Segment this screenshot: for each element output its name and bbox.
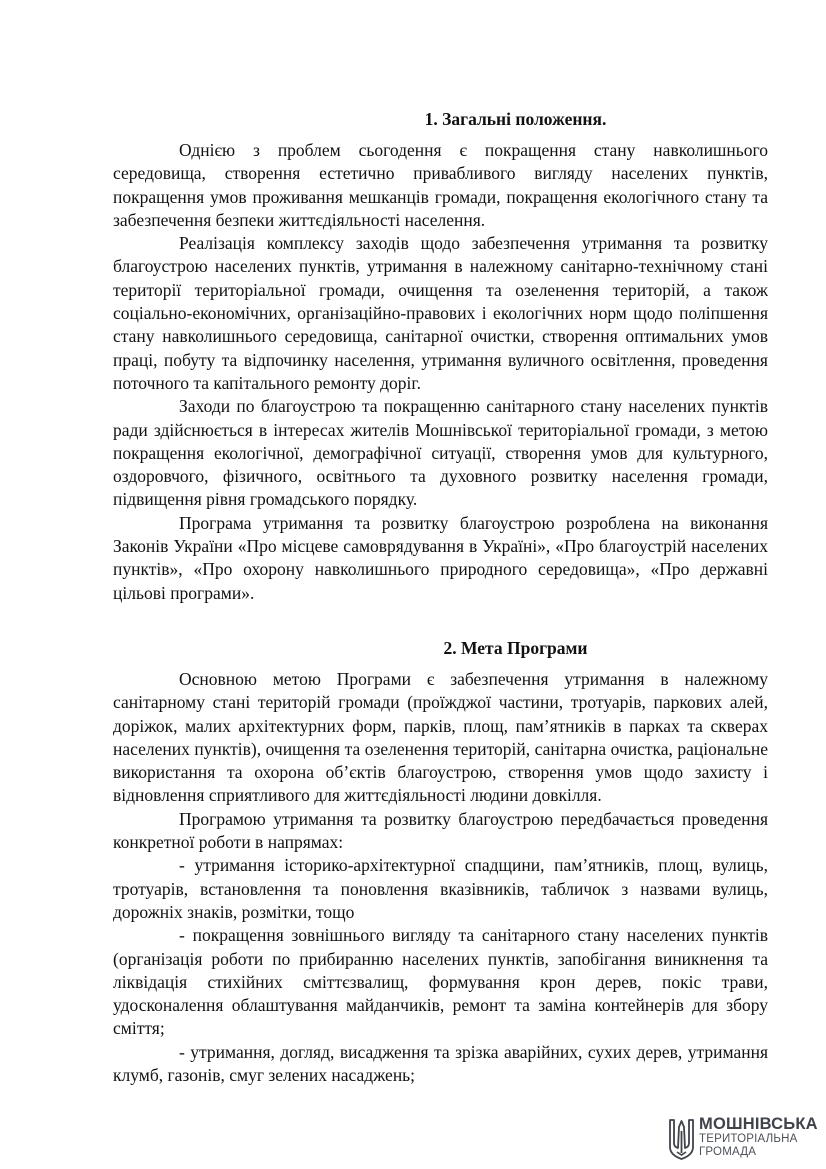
logo-subtitle: ТЕРИТОРІАЛЬНА — [699, 1133, 798, 1145]
section-2-paragraph: Основною метою Програми є забезпечення утримання в належному санітарному стані територій громади (проїжджої частини, тротуарів, паркових алей, доріжок, малих архітектурних форм, парків, площ, пам’ятників в парках та скверах населених пунктів), очищення та озеленення територій, санітарна очистка, раціональне використання та охорона об’єктів благоустрою, створення умов щодо захисту і відновлення сприятливого для життєдіяльності людини довкілля. — [113, 668, 768, 806]
section-1-heading: 1. Загальні положення. — [424, 109, 607, 129]
logo-subtitle: ГРОМАДА — [699, 1146, 757, 1158]
document-body — [113, 108, 768, 1087]
logo-title: МОШНІВСЬКА — [699, 1115, 818, 1133]
trident-emblem-icon — [668, 1117, 695, 1161]
section-1-paragraph: Програма утримання та розвитку благоустрою розроблена на виконання Законів України «Про місцеве самоврядування в Україні», «Про благоустрій населених пунктів», «Про охорону навколишнього природного середовища», «Про державні цільові програми». — [113, 512, 768, 603]
section-2-list-item: - утримання, догляд, висадження та зрізка аварійних, сухих дерев, утримання клумб, газонів, смуг зелених насаджень; — [113, 1041, 768, 1085]
section-2-list-item: - утримання історико-архітектурної спадщини, пам’ятників, площ, вулиць, тротуарів, встановлення та поновлення вказівників, табличок з назвами вулиць, дорожніх знаків, розмітки, тощо — [113, 855, 768, 922]
section-1-paragraph: Однією з проблем сьогодення є покращення стану навколишнього середовища, створення естетично привабливого вигляду населених пунктів, покращення умов проживання мешканців громади, покращення екологічного стану та забезпечення безпеки життєдіяльності населення. — [113, 140, 768, 230]
section-2-paragraph: Програмою утримання та розвитку благоустрою передбачається проведення конкретної роботи в напрямах: — [113, 808, 768, 853]
community-logo — [668, 1115, 818, 1163]
section-1-paragraph: Заходи по благоустрою та покращенню санітарного стану населених пунктів ради здійснюється в інтересах жителів Мошнівської територіальної громади, з метою покращення екологічної, демографічної ситуації, створення умов для культурного, оздоровчого, фізичного, освітнього та духовного розвитку населення громади, підвищення рівня громадського порядку. — [113, 396, 768, 510]
section-1-paragraph: Реалізація комплексу заходів щодо забезпечення утримання та розвитку благоустрою населених пунктів, утримання в належному санітарно-технічному стані території територіальної громади, очищення та озеленення територій, а також соціально-економічних, організаційно-правових і екологічних норм щодо поліпшення стану навколишнього середовища, санітарної очистки, створення оптимальних умов праці, побуту та відпочинку населення, утримання вуличного освітлення, проведення поточного та капітального ремонту доріг. — [113, 233, 768, 393]
section-2-list-item: - покращення зовнішнього вигляду та санітарного стану населених пунктів (організація роботи по прибиранню населених пунктів, запобігання виникнення та ліквідація стихійних сміттєзвалищ, формування крон дерев, покіс трави, удосконалення облаштування майданчиків, ремонт та заміна контейнерів для збору сміття; — [113, 925, 768, 1039]
section-2-heading: 2. Мета Програми — [443, 637, 588, 658]
